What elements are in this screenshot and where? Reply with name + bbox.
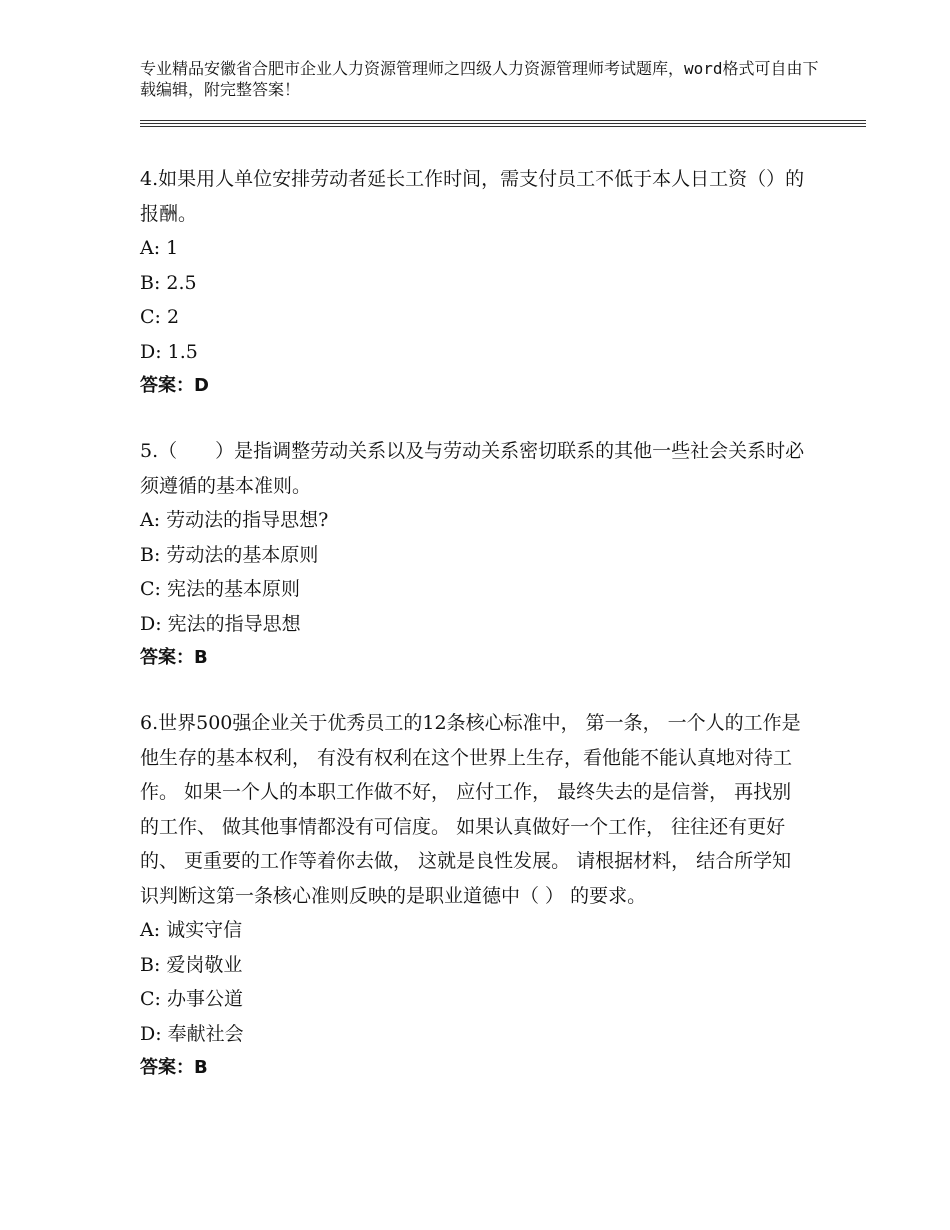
- option-b: B: 2.5: [140, 271, 197, 294]
- answer-label: 答案：D: [140, 375, 209, 396]
- question-5: [140, 434, 810, 676]
- option-b: B: 劳动法的基本原则: [140, 543, 319, 566]
- option-d: D: 宪法的指导思想: [140, 612, 301, 635]
- question-4: [140, 162, 810, 404]
- question-text: 4.如果用人单位安排劳动者延长工作时间，需支付员工不低于本人日工资（）的报酬。: [140, 168, 805, 225]
- option-a: A: 诚实守信: [140, 919, 243, 941]
- question-text: 6.世界500强企业关于优秀员工的12条核心标准中， 第一条， 一个人的工作是他生存的基本权利， 有没有权利在这个世界上生存，看他能不能认真地对待工作。 如果一个人的本职工作做不好， 应付工作， 最终失去的是信誉， 再找别的工作、 做其他事情都没有可信度。 如果认真做好一个工作， 往往还有更好的、 更重要的工作等着你去做， 这就是良性发展。 请根据材料， 结合所学知识判断这第一条核心准则反映的是职业道德中（ ） 的要求。: [140, 712, 801, 907]
- document-header: 专业精品安徽省合肥市企业人力资源管理师之四级人力资源管理师考试题库，word格式可自由下载编辑，附完整答案！: [140, 59, 819, 99]
- header-divider-line: [140, 120, 866, 121]
- header-divider-line: [140, 123, 866, 124]
- option-a: A: 劳动法的指导思想?: [140, 509, 329, 531]
- option-d: D: 1.5: [140, 340, 198, 363]
- answer-label: 答案：B: [140, 1057, 208, 1078]
- option-c: C: 2: [140, 306, 180, 328]
- option-d: D: 奉献社会: [140, 1022, 244, 1045]
- option-c: C: 办事公道: [140, 988, 243, 1010]
- header-divider-line: [140, 126, 866, 127]
- question-text: 5.（ ）是指调整劳动关系以及与劳动关系密切联系的其他一些社会关系时必须遵循的基本准则。: [140, 440, 805, 497]
- answer-label: 答案：B: [140, 647, 208, 668]
- option-b: B: 爱岗敬业: [140, 953, 243, 976]
- question-6: [140, 706, 810, 1086]
- option-a: A: 1: [140, 237, 179, 259]
- option-c: C: 宪法的基本原则: [140, 578, 300, 600]
